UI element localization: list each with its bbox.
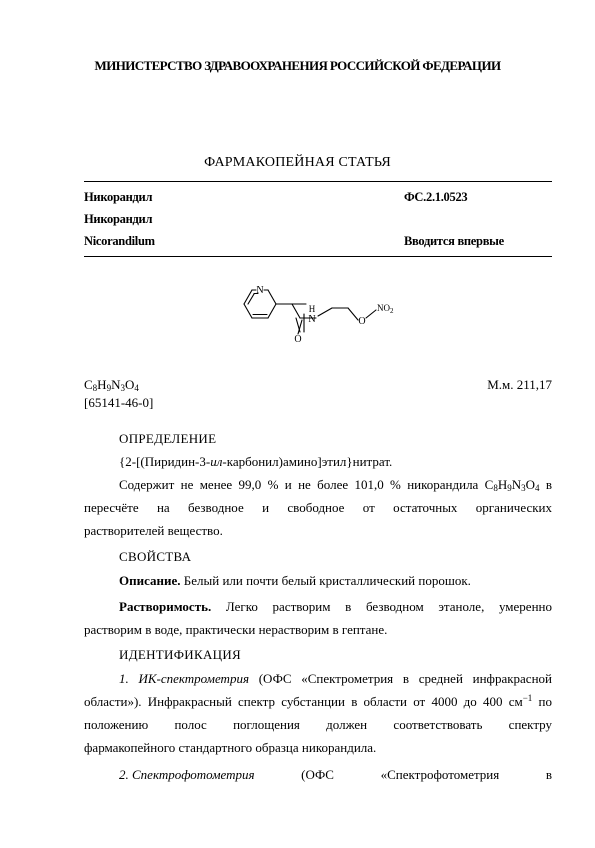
properties-heading: СВОЙСТВА xyxy=(119,549,192,564)
monograph-code: ФС.2.1.0523 xyxy=(404,190,468,204)
ir-paragraph-line-1: 1. ИК-спектрометрия (ОФС «Спектрометрия в средней инфракрасной xyxy=(119,671,552,686)
chemical-name: {2-[(Пиридин-3-ил-карбонил)амино]этил}нитрат. xyxy=(119,454,393,469)
molecular-weight: М.м. 211,17 xyxy=(487,377,552,392)
description-paragraph: Описание. Белый или почти белый кристаллический порошок. xyxy=(119,573,471,588)
drug-name-russian: Никорандил xyxy=(84,190,153,204)
nitro-group-label: $NO_2$ xyxy=(377,303,394,315)
ir-paragraph-line-2: области»). Инфракрасный спектр субстанции в области от 4000 до 400 $см^{-1}$ по xyxy=(84,693,552,709)
cas-number: [65141-46-0] xyxy=(84,395,154,410)
molecular-formula: $C_8H_9N_3O_4$ xyxy=(84,377,139,393)
identification-heading: ИДЕНТИФИКАЦИЯ xyxy=(119,647,241,662)
ir-paragraph-line-3: положению полос поглощения должен соответствовать спектру xyxy=(84,717,552,732)
content-paragraph-line-3: растворителей вещество. xyxy=(84,523,223,538)
ring-nitrogen-label: N xyxy=(256,285,264,296)
document-title: ФАРМАКОПЕЙНАЯ СТАТЬЯ xyxy=(204,155,391,170)
amide-hydrogen-label: H xyxy=(308,304,316,314)
ester-oxygen-label: O xyxy=(358,316,366,327)
carbonyl-oxygen-label: O xyxy=(294,334,302,345)
amide-nitrogen-label: N xyxy=(308,314,316,325)
ministry-title: МИНИСТЕРСТВО ЗДРАВООХРАНЕНИЯ РОССИЙСКОЙ ФЕДЕРАЦИИ xyxy=(94,58,501,73)
solubility-paragraph-line-2: растворим в воде, практически нерастворим в гептане. xyxy=(84,622,388,637)
header-top-rule xyxy=(84,181,552,182)
structural-formula xyxy=(232,276,407,372)
content-paragraph-line-2: пересчёте на безводное и свободное от остаточных органических xyxy=(84,500,552,515)
drug-name-latin: Nicorandilum xyxy=(84,234,155,248)
monograph-body xyxy=(84,428,552,848)
drug-name-russian-inn: Никорандил xyxy=(84,212,153,226)
definition-heading: ОПРЕДЕЛЕНИЕ xyxy=(119,431,217,446)
ir-paragraph-line-4: фармакопейного стандартного образца никорандила. xyxy=(84,740,377,755)
content-paragraph-line-1: Содержит не менее 99,0 % и не более 101,0 % никорандила $C_8H_9N_3O_4$ в xyxy=(119,477,552,493)
spectrophotometry-paragraph-line-1: 2. Спектрофотометрия (ОФС «Спектрофотометрия в xyxy=(119,767,552,782)
monograph-status: Вводится впервые xyxy=(404,234,504,248)
header-bottom-rule xyxy=(84,256,552,257)
solubility-paragraph-line-1: Растворимость. Легко растворим в безводном этаноле, умеренно xyxy=(119,599,552,614)
